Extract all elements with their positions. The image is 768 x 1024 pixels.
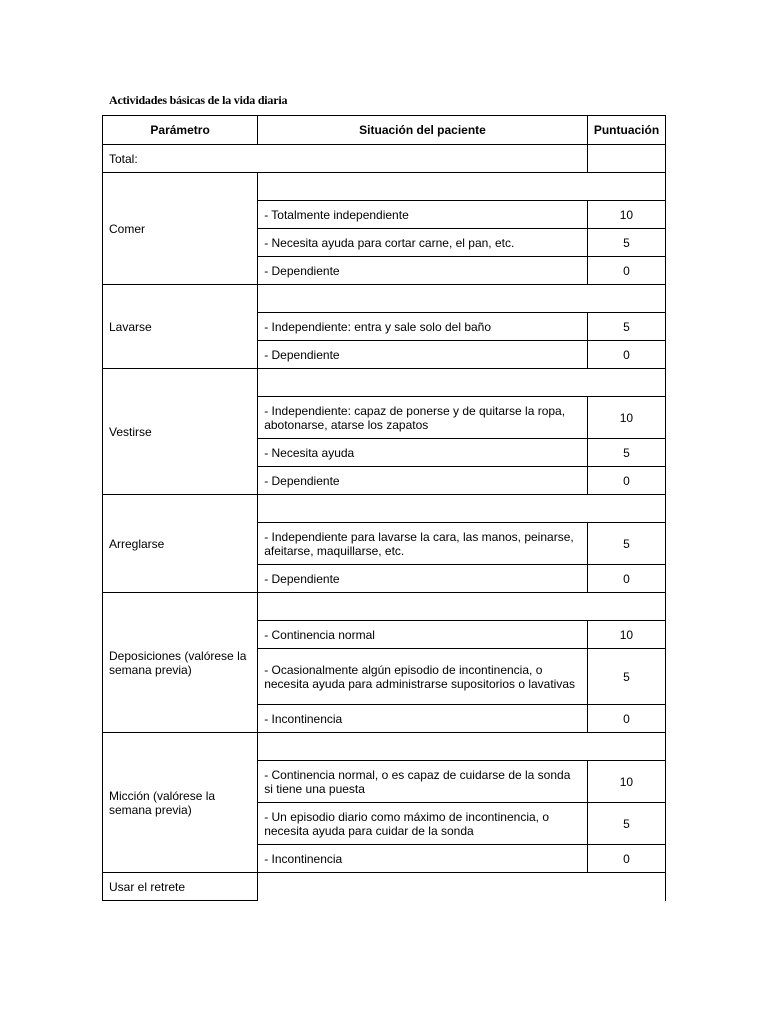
param-cell: Lavarse: [103, 285, 258, 369]
group-spacer: [258, 733, 666, 761]
total-label: Total:: [103, 145, 588, 173]
table-row: [103, 873, 666, 901]
situation-cell: - Dependiente: [258, 341, 588, 369]
score-cell: 5: [587, 803, 665, 845]
param-cell: Vestirse: [103, 369, 258, 495]
document-title: Actividades básicas de la vida diaria: [109, 93, 288, 107]
situation-cell: - Continencia normal, o es capaz de cuidarse de la sonda si tiene una puesta: [258, 761, 588, 803]
situation-cell: - Necesita ayuda: [258, 439, 588, 467]
param-cell: Arreglarse: [103, 495, 258, 593]
score-cell: 10: [587, 761, 665, 803]
situation-cell: - Necesita ayuda para cortar carne, el pan, etc.: [258, 229, 588, 257]
situation-cell: - Incontinencia: [258, 845, 588, 873]
table-row: [103, 173, 666, 201]
group-spacer: [258, 369, 666, 397]
group-spacer: [258, 285, 666, 313]
header-param: Parámetro: [103, 116, 258, 145]
header-row: [103, 116, 666, 145]
score-cell: 5: [587, 229, 665, 257]
score-cell: 10: [587, 397, 665, 439]
table-row: [103, 733, 666, 761]
param-cell: Deposiciones (valórese la semana previa): [103, 593, 258, 733]
abvd-table: [102, 115, 666, 901]
score-cell: 0: [587, 565, 665, 593]
situation-cell: - Dependiente: [258, 257, 588, 285]
total-score-cell: [587, 145, 665, 173]
score-cell: 10: [587, 201, 665, 229]
table-row: [103, 593, 666, 621]
situation-cell: - Dependiente: [258, 467, 588, 495]
param-cell: Micción (valórese la semana previa): [103, 733, 258, 873]
param-cell: Comer: [103, 173, 258, 285]
table-row: [103, 285, 666, 313]
score-cell: 0: [587, 845, 665, 873]
situation-cell: - Dependiente: [258, 565, 588, 593]
table-row: [103, 495, 666, 523]
score-cell: 5: [587, 439, 665, 467]
score-cell: 0: [587, 705, 665, 733]
score-cell: 0: [587, 341, 665, 369]
situation-cell: - Independiente: entra y sale solo del baño: [258, 313, 588, 341]
situation-cell: - Un episodio diario como máximo de incontinencia, o necesita ayuda para cuidar de la sonda: [258, 803, 588, 845]
group-spacer: [258, 495, 666, 523]
group-spacer: [258, 873, 666, 901]
score-cell: 5: [587, 649, 665, 705]
score-cell: 5: [587, 523, 665, 565]
score-cell: 0: [587, 257, 665, 285]
situation-cell: - Independiente: capaz de ponerse y de quitarse la ropa, abotonarse, atarse los zapatos: [258, 397, 588, 439]
situation-cell: - Ocasionalmente algún episodio de incontinencia, o necesita ayuda para administrarse supositorios o lavativas: [258, 649, 588, 705]
group-spacer: [258, 593, 666, 621]
total-row: [103, 145, 666, 173]
score-cell: 0: [587, 467, 665, 495]
header-score: Puntuación: [587, 116, 665, 145]
situation-cell: - Independiente para lavarse la cara, las manos, peinarse, afeitarse, maquillarse, etc.: [258, 523, 588, 565]
situation-cell: - Totalmente independiente: [258, 201, 588, 229]
group-spacer: [258, 173, 666, 201]
header-situation: Situación del paciente: [258, 116, 588, 145]
situation-cell: - Continencia normal: [258, 621, 588, 649]
situation-cell: - Incontinencia: [258, 705, 588, 733]
table-row: [103, 369, 666, 397]
score-cell: 10: [587, 621, 665, 649]
score-cell: 5: [587, 313, 665, 341]
param-cell: Usar el retrete: [103, 873, 258, 901]
